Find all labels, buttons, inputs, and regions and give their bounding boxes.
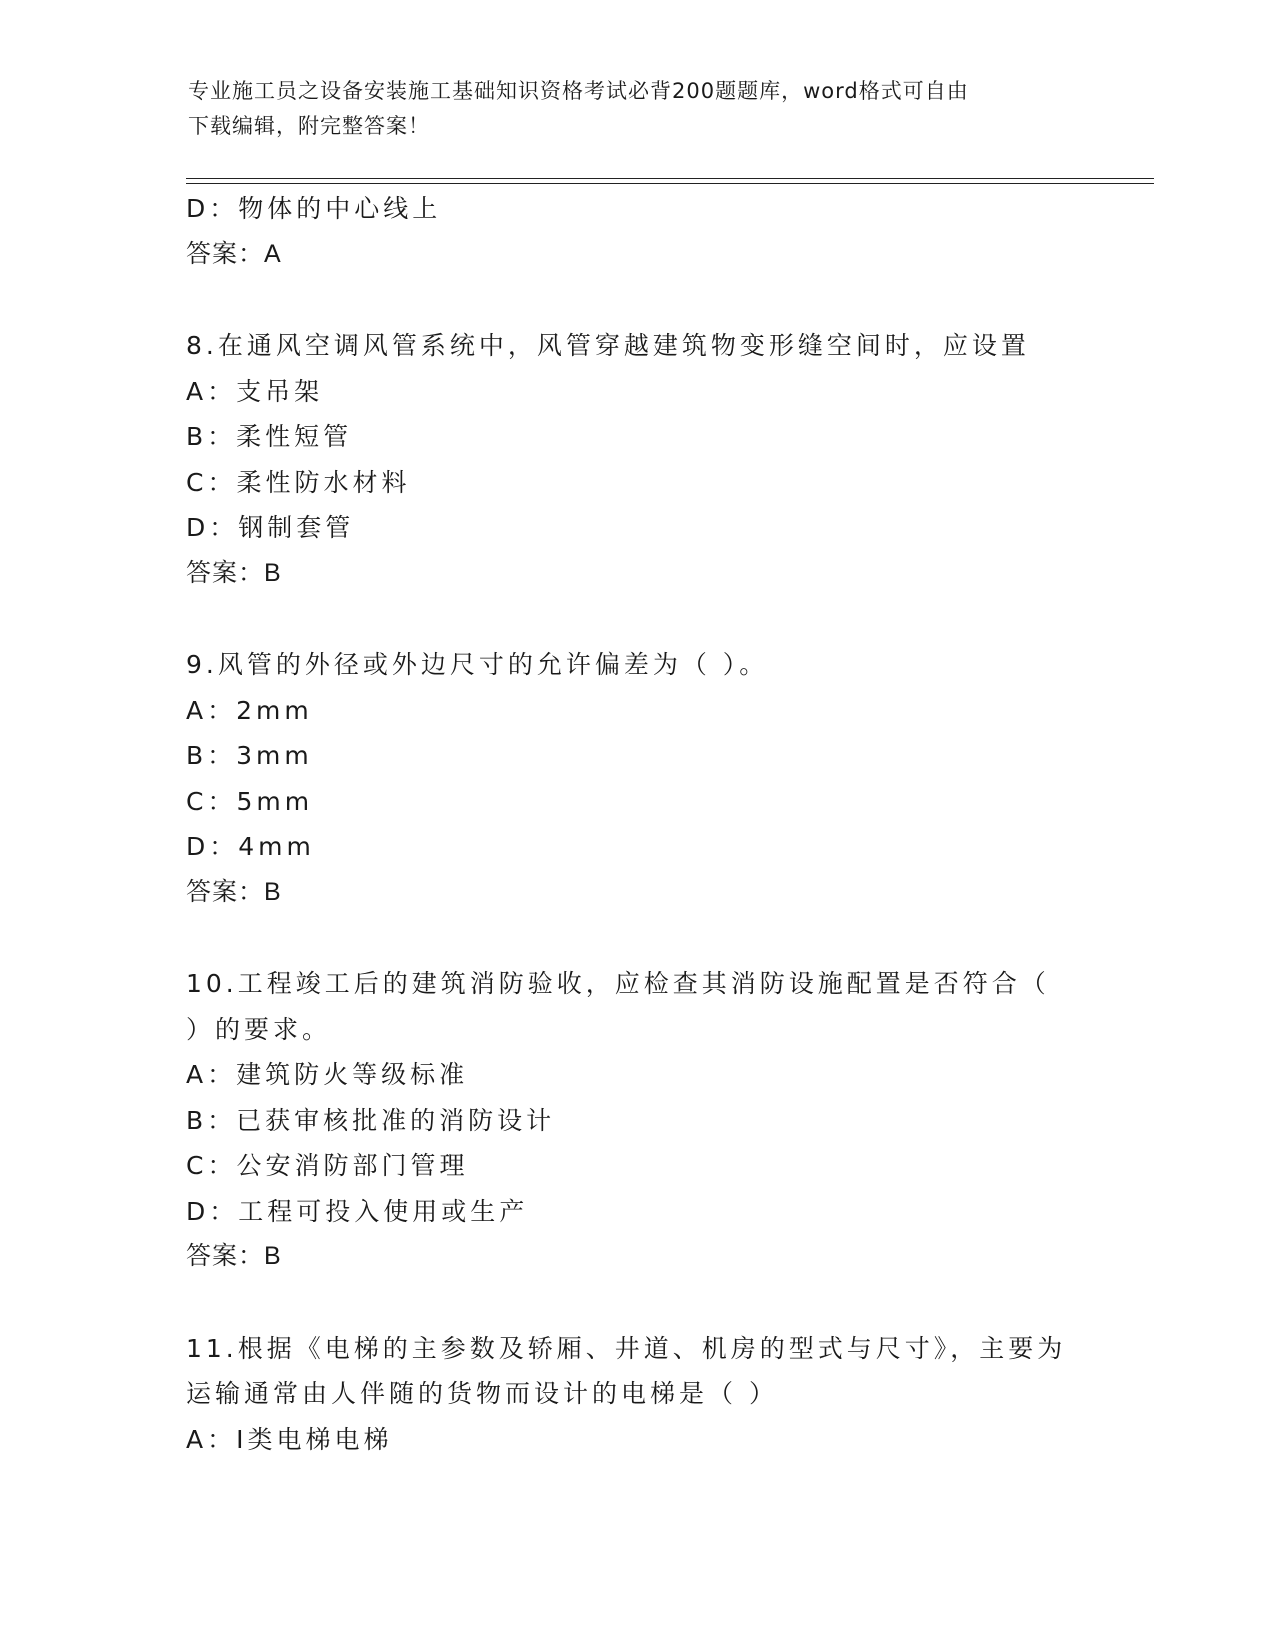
option-b: B：已获审核批准的消防设计 (186, 1105, 556, 1135)
option-d: D：4mm (186, 832, 315, 861)
option-d: D：工程可投入使用或生产 (186, 1196, 529, 1226)
question-list (186, 186, 1086, 1462)
option-a: A：建筑防火等级标准 (186, 1060, 469, 1089)
question-10 (186, 961, 1086, 1280)
answer-line: 答案：B (186, 558, 282, 587)
question-8 (186, 323, 1086, 596)
header-divider-top (186, 178, 1154, 179)
spacer (186, 277, 1086, 323)
question-stem-line-1: 10.工程竣工后的建筑消防验收，应检查其消防设施配置是否符合（ (186, 969, 1050, 998)
option-a: A：支吊架 (186, 376, 324, 406)
question-stem-line-2: ）的要求。 (186, 1014, 332, 1044)
spacer (186, 915, 1086, 961)
answer-line: 答案：B (186, 877, 282, 906)
question-9 (186, 642, 1086, 915)
option-c: C：公安消防部门管理 (186, 1151, 469, 1180)
option-b: B：柔性短管 (186, 422, 353, 451)
option-b: B：3mm (186, 741, 313, 770)
answer-line: 答案：A (186, 239, 282, 268)
option-c: C：柔性防水材料 (186, 467, 411, 497)
question-stem: 9.风管的外径或外边尺寸的允许偏差为（ ）。 (186, 650, 769, 679)
spacer (186, 596, 1086, 642)
header-divider-bottom (186, 183, 1154, 184)
question-11 (186, 1326, 1086, 1463)
option-a: A：Ⅰ类电梯电梯 (186, 1424, 393, 1454)
option-d: D：物体的中心线上 (186, 194, 442, 223)
previous-question-tail (186, 186, 1086, 277)
header-title-line-2: 下载编辑，附完整答案！ (188, 114, 430, 138)
header-title-line-1: 专业施工员之设备安装施工基础知识资格考试必背200题题库，word格式可自由 (188, 79, 969, 103)
question-stem-line-1: 11.根据《电梯的主参数及轿厢、井道、机房的型式与尺寸》，主要为 (186, 1333, 1067, 1363)
question-stem: 8.在通风空调风管系统中，风管穿越建筑物变形缝空间时，应设置 (186, 331, 1030, 360)
spacer (186, 1280, 1086, 1326)
document-header (188, 74, 1088, 144)
option-c: C：5mm (186, 786, 314, 816)
option-a: A：2mm (186, 695, 313, 725)
option-d: D：钢制套管 (186, 513, 355, 542)
answer-line: 答案：B (186, 1242, 282, 1270)
question-stem-line-2: 运输通常由人伴随的货物而设计的电梯是（ ） (186, 1379, 778, 1408)
